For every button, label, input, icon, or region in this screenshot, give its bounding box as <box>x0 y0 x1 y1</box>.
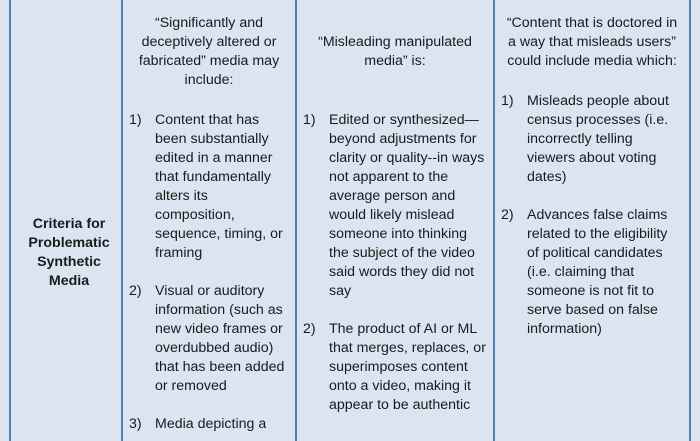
list-number: 1) <box>129 112 142 128</box>
list-text: Content that has been substantially edited in a manner that fundamentally alters its composition, sequence, timing, or framing <box>155 112 283 261</box>
list-text: Edited or synthesized—beyond adjustments for clarity or quality--in ways not apparent to the average person and would likely mislead someone into thinking the subject of the video said words they did not say <box>329 112 485 299</box>
list-item <box>501 206 683 339</box>
row-label: Criteria for Problematic Synthetic Media <box>28 216 110 289</box>
criteria-list <box>303 111 487 415</box>
list-item <box>501 92 683 187</box>
list-item <box>129 415 289 434</box>
list-number: 1) <box>303 112 316 128</box>
list-item <box>129 282 289 396</box>
list-text: Advances false claims related to the eligibility of political candidates (i.e. claiming that someone is not fit to serve based on false information) <box>527 207 668 337</box>
criteria-list <box>129 111 289 434</box>
table-border-col3 <box>493 0 495 441</box>
list-number: 2) <box>129 283 142 299</box>
list-text: Visual or auditory information (such as new video frames or overdubbed audio) that has been added or removed <box>155 283 285 394</box>
column-2 <box>303 0 487 441</box>
table-border-col2 <box>295 0 297 441</box>
list-item <box>129 111 289 263</box>
table-border-right <box>689 0 691 441</box>
table-border-left <box>9 0 11 441</box>
list-item <box>303 320 487 415</box>
column-header: “Misleading manipulated media” is: <box>318 34 472 69</box>
column-1 <box>129 0 289 441</box>
column-header: “Content that is doctored in a way that misleads users” could include media which: <box>506 15 678 69</box>
criteria-list <box>501 92 683 339</box>
column-header: “Significantly and deceptively altered or fabricated” media may include: <box>138 15 280 88</box>
list-number: 1) <box>501 93 514 109</box>
column-3 <box>501 0 683 441</box>
list-number: 2) <box>501 207 514 223</box>
list-number: 3) <box>129 416 142 432</box>
list-text: The product of AI or ML that merges, replaces, or superimposes content onto a video, making it appear to be authentic <box>329 321 486 413</box>
list-item <box>303 111 487 301</box>
list-text: Misleads people about census processes (i.e. incorrectly telling viewers about voting dates) <box>527 93 669 185</box>
list-text: Media depicting a <box>155 416 267 432</box>
list-number: 2) <box>303 321 316 337</box>
